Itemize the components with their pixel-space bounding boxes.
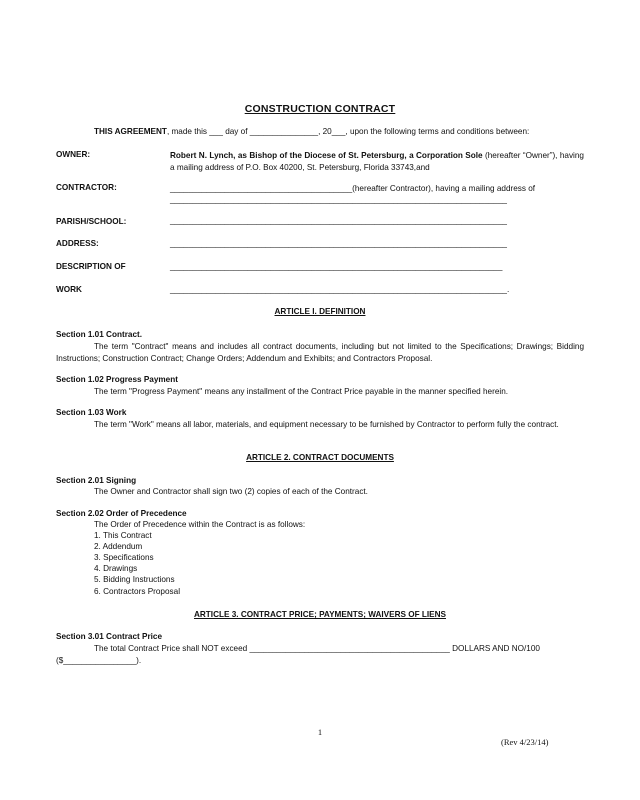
owner-details: (hereafter “Owner”), having a mailing address of P.O. Box 40200, St. Petersburg, Florida 33743,and — [170, 151, 584, 172]
section-3-01-text — [94, 644, 584, 653]
contract-price-amount-line[interactable]: ($________________). — [56, 656, 142, 665]
precedence-list-item: 3. Specifications — [94, 553, 154, 562]
precedence-list-item: 4. Drawings — [94, 564, 138, 573]
precedence-list-item: 2. Addendum — [94, 542, 143, 551]
precedence-list-item: 6. Contractors Proposal — [94, 587, 181, 596]
section-1-03-title: Section 1.03 Work — [56, 408, 127, 417]
work-label: WORK — [56, 285, 82, 294]
contract-price-lead: The total Contract Price shall NOT exceed — [94, 644, 250, 653]
agreement-lead: THIS AGREEMENT — [94, 127, 167, 136]
description-line[interactable]: _________________________________________________________________________ — [170, 262, 503, 271]
contract-price-tail: DOLLARS AND NO/100 — [449, 644, 540, 653]
section-3-01-title: Section 3.01 Contract Price — [56, 632, 163, 641]
revision-label: (Rev 4/23/14) — [501, 737, 549, 747]
owner-label: OWNER: — [56, 150, 91, 159]
section-1-02-title: Section 1.02 Progress Payment — [56, 375, 178, 384]
article-2-heading: ARTICLE 2. CONTRACT DOCUMENTS — [246, 453, 394, 462]
parish-line[interactable]: __________________________________________________________________________ — [170, 216, 507, 225]
agreement-intro — [94, 127, 529, 136]
parish-label: PARISH/SCHOOL: — [56, 217, 127, 226]
precedence-list-item: 1. This Contract — [94, 531, 152, 540]
section-1-01-text: The term "Contract" means and includes all contract documents, including but not limited to the Specifications; Drawings; Bidding Instructions; Construction Contract; Change Orders; Addendum and Exhibits; and Contractors Proposal. — [56, 342, 584, 363]
section-2-02-text: The Order of Precedence within the Contract is as follows: — [94, 520, 306, 529]
description-label: DESCRIPTION OF — [56, 262, 126, 271]
section-2-02-title: Section 2.02 Order of Precedence — [56, 509, 187, 518]
section-1-01-title: Section 1.01 Contract. — [56, 330, 142, 339]
page-number: 1 — [317, 727, 323, 737]
address-label: ADDRESS: — [56, 239, 99, 248]
section-2-01-text: The Owner and Contractor shall sign two (2) copies of each of the Contract. — [94, 487, 368, 496]
section-2-01-title: Section 2.01 Signing — [56, 476, 137, 485]
contractor-line-2[interactable]: __________________________________________________________________________ — [170, 195, 507, 204]
contract-price-blank[interactable]: ____________________________________________ — [249, 644, 450, 653]
address-line[interactable]: __________________________________________________________________________ — [170, 239, 507, 248]
agreement-text: , made this ___ day of _______________, 20___, upon the following terms and conditions between: — [166, 127, 530, 136]
article-3-heading: ARTICLE 3. CONTRACT PRICE; PAYMENTS; WAIVERS OF LIENS — [193, 610, 446, 619]
section-1-02-text: The term "Progress Payment" means any installment of the Contract Price payable in the manner specified herein. — [94, 387, 509, 396]
precedence-list-item: 5. Bidding Instructions — [94, 575, 175, 584]
article-1-heading: ARTICLE I. DEFINITION — [274, 307, 366, 316]
owner-value — [170, 150, 584, 173]
section-1-03-text: The term "Work" means all labor, materials, and equipment necessary to be furnished by Contractor to perform fully the contract. — [94, 420, 559, 429]
work-line[interactable]: __________________________________________________________________________. — [170, 285, 510, 294]
contractor-label: CONTRACTOR: — [56, 183, 117, 192]
owner-name: Robert N. Lynch, as Bishop of the Diocese of St. Petersburg, a Corporation Sole — [170, 151, 483, 160]
contractor-line-1[interactable]: ________________________________________(hereafter Contractor), having a mailing address of — [170, 184, 536, 193]
document-title: CONSTRUCTION CONTRACT — [244, 103, 396, 115]
